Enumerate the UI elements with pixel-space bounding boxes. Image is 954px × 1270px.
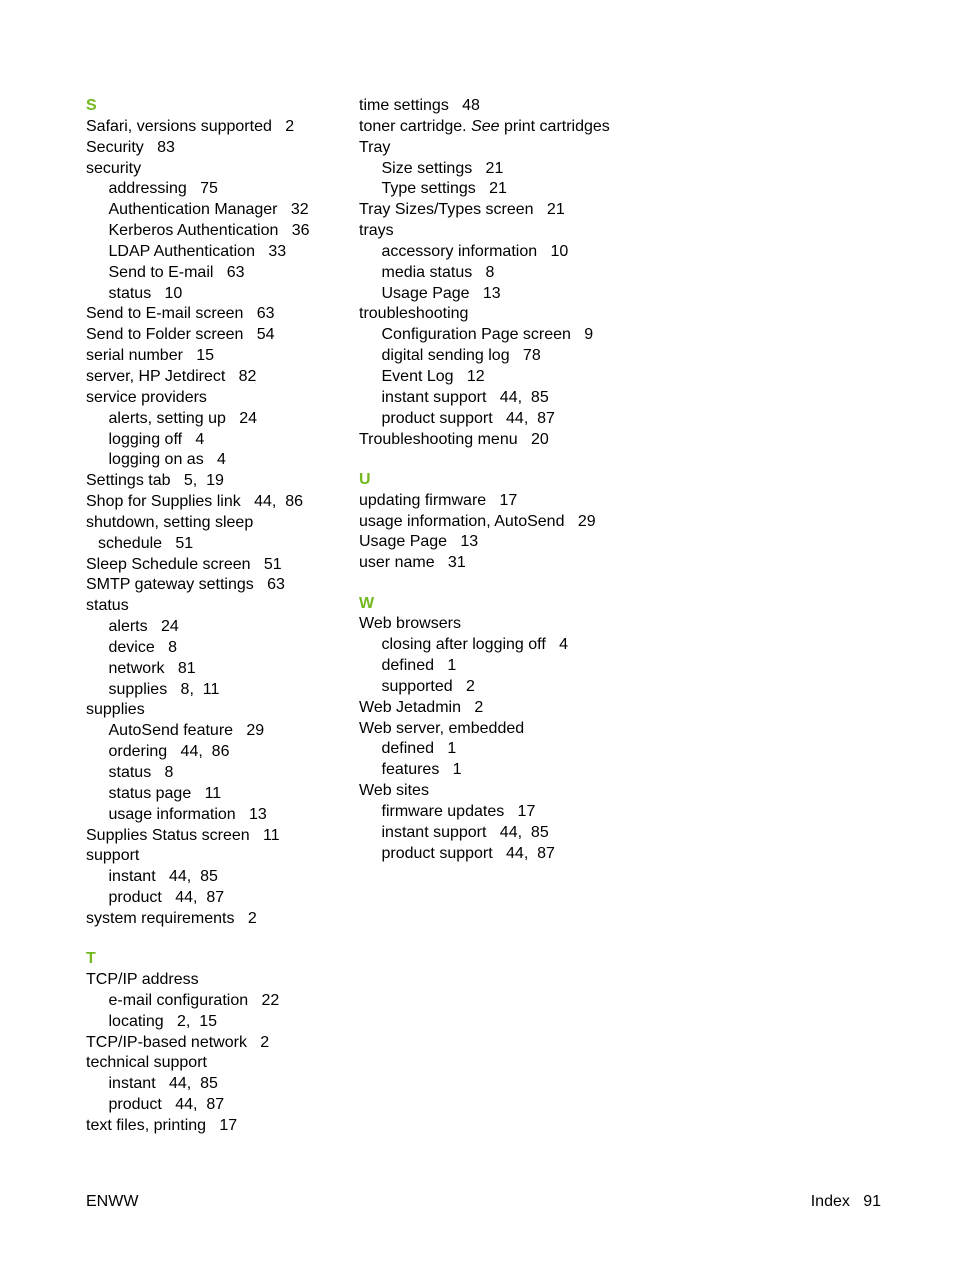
section-gap	[359, 574, 649, 594]
index-subentry: network 81	[108, 659, 196, 677]
index-entry: status	[86, 597, 129, 615]
index-entry: time settings 48	[359, 97, 480, 114]
section-gap	[359, 450, 649, 470]
see-reference: See	[471, 117, 500, 135]
index-entry: security	[86, 159, 142, 177]
index-column-right	[359, 96, 649, 865]
entry-text: toner cartridge.	[359, 117, 472, 135]
entry-text-rest: print cartridges	[499, 117, 610, 135]
index-subentry: LDAP Authentication 33	[108, 242, 287, 260]
index-entry-continuation: schedule 51	[98, 534, 194, 552]
index-subentry: instant 44, 85	[108, 868, 218, 886]
index-entry: support	[86, 847, 140, 865]
index-subentry: Configuration Page screen 9	[381, 326, 594, 344]
index-subentry: supported 2	[381, 677, 475, 695]
footer-page-number: Index 91	[810, 1193, 881, 1210]
index-subentry: Authentication Manager 32	[108, 201, 309, 219]
index-entry: Settings tab 5, 19	[86, 472, 224, 490]
index-subentry: media status 8	[381, 263, 495, 281]
section-letter: T	[86, 950, 96, 968]
index-entry: trays	[359, 222, 394, 240]
index-subentry: closing after logging off 4	[381, 636, 568, 654]
index-entry: serial number 15	[86, 347, 215, 365]
index-entry: Send to Folder screen 54	[86, 326, 275, 344]
index-entry: text files, printing 17	[86, 1117, 238, 1134]
index-entry: Web browsers	[359, 615, 461, 633]
index-subentry: firmware updates 17	[381, 803, 536, 820]
index-entry: shutdown, setting sleep	[86, 513, 254, 531]
index-subentry: usage information 13	[108, 805, 267, 823]
index-subentry: Size settings 21	[381, 159, 504, 177]
index-entry: SMTP gateway settings 63	[86, 576, 285, 594]
index-entry: Supplies Status screen 11	[86, 826, 280, 844]
index-entry: Safari, versions supported 2	[86, 117, 295, 135]
index-subentry: AutoSend feature 29	[108, 722, 265, 740]
index-entry: updating firmware 17	[359, 491, 518, 509]
index-subentry: addressing 75	[108, 180, 218, 198]
index-subentry: digital sending log 78	[381, 347, 541, 365]
index-subentry: status page 11	[108, 784, 222, 802]
index-entry: Send to E-mail screen 63	[86, 305, 275, 323]
index-subentry: e-mail configuration 22	[108, 991, 280, 1009]
footer-left: ENWW	[86, 1193, 139, 1210]
index-subentry: product support 44, 87	[381, 844, 555, 862]
index-entry: technical support	[86, 1054, 207, 1072]
index-subentry: product support 44, 87	[381, 409, 555, 427]
index-entry: system requirements 2	[86, 909, 257, 927]
index-subentry: logging off 4	[108, 430, 205, 448]
index-entry	[359, 117, 649, 138]
index-entry: Web Jetadmin 2	[359, 698, 484, 716]
index-subentry: alerts 24	[108, 618, 179, 636]
index-subentry: status 8	[108, 764, 174, 781]
section-gap	[86, 930, 336, 950]
index-subentry: product 44, 87	[108, 889, 225, 907]
index-subentry: instant 44, 85	[108, 1075, 218, 1093]
index-subentry: instant support 44, 85	[381, 823, 549, 841]
index-entry: supplies	[86, 701, 145, 719]
index-entry: Shop for Supplies link 44, 86	[86, 493, 304, 511]
section-letter: S	[86, 97, 97, 114]
section-letter: W	[359, 594, 375, 612]
index-entry: server, HP Jetdirect 82	[86, 367, 257, 385]
index-entry: Troubleshooting menu 20	[359, 430, 549, 448]
section-letter: U	[359, 470, 371, 488]
index-subentry: Usage Page 13	[381, 284, 501, 302]
index-subentry: product 44, 87	[108, 1096, 225, 1114]
index-subentry: features 1	[381, 761, 462, 779]
index-subentry: alerts, setting up 24	[108, 409, 258, 427]
index-entry: Security 83	[86, 138, 175, 156]
index-entry: Usage Page 13	[359, 533, 479, 551]
index-subentry: Type settings 21	[381, 180, 507, 198]
index-subentry: instant support 44, 85	[381, 388, 549, 406]
index-subentry: Send to E-mail 63	[108, 263, 245, 281]
index-subentry: status 10	[108, 284, 183, 302]
index-subentry: supplies 8, 11	[108, 680, 220, 698]
index-entry: Sleep Schedule screen 51	[86, 555, 282, 573]
index-entry: Web sites	[359, 782, 429, 800]
index-subentry: accessory information 10	[381, 242, 569, 260]
index-subentry: ordering 44, 86	[108, 743, 230, 761]
index-entry: service providers	[86, 388, 207, 406]
index-entry: Tray Sizes/Types screen 21	[359, 201, 565, 219]
index-column-left	[86, 96, 336, 1137]
index-subentry: logging on as 4	[108, 451, 226, 469]
index-entry: usage information, AutoSend 29	[359, 512, 596, 530]
index-entry: troubleshooting	[359, 305, 469, 323]
index-subentry: defined 1	[381, 657, 457, 675]
index-entry: TCP/IP address	[86, 971, 199, 989]
index-subentry: device 8	[108, 638, 177, 656]
index-subentry: locating 2, 15	[108, 1012, 218, 1030]
index-subentry: Event Log 12	[381, 367, 485, 385]
index-subentry: defined 1	[381, 740, 457, 758]
index-entry: user name 31	[359, 554, 466, 572]
index-entry: Web server, embedded	[359, 719, 525, 737]
index-entry: Tray	[359, 138, 391, 156]
index-subentry: Kerberos Authentication 36	[108, 222, 310, 240]
index-entry: TCP/IP-based network 2	[86, 1033, 270, 1051]
